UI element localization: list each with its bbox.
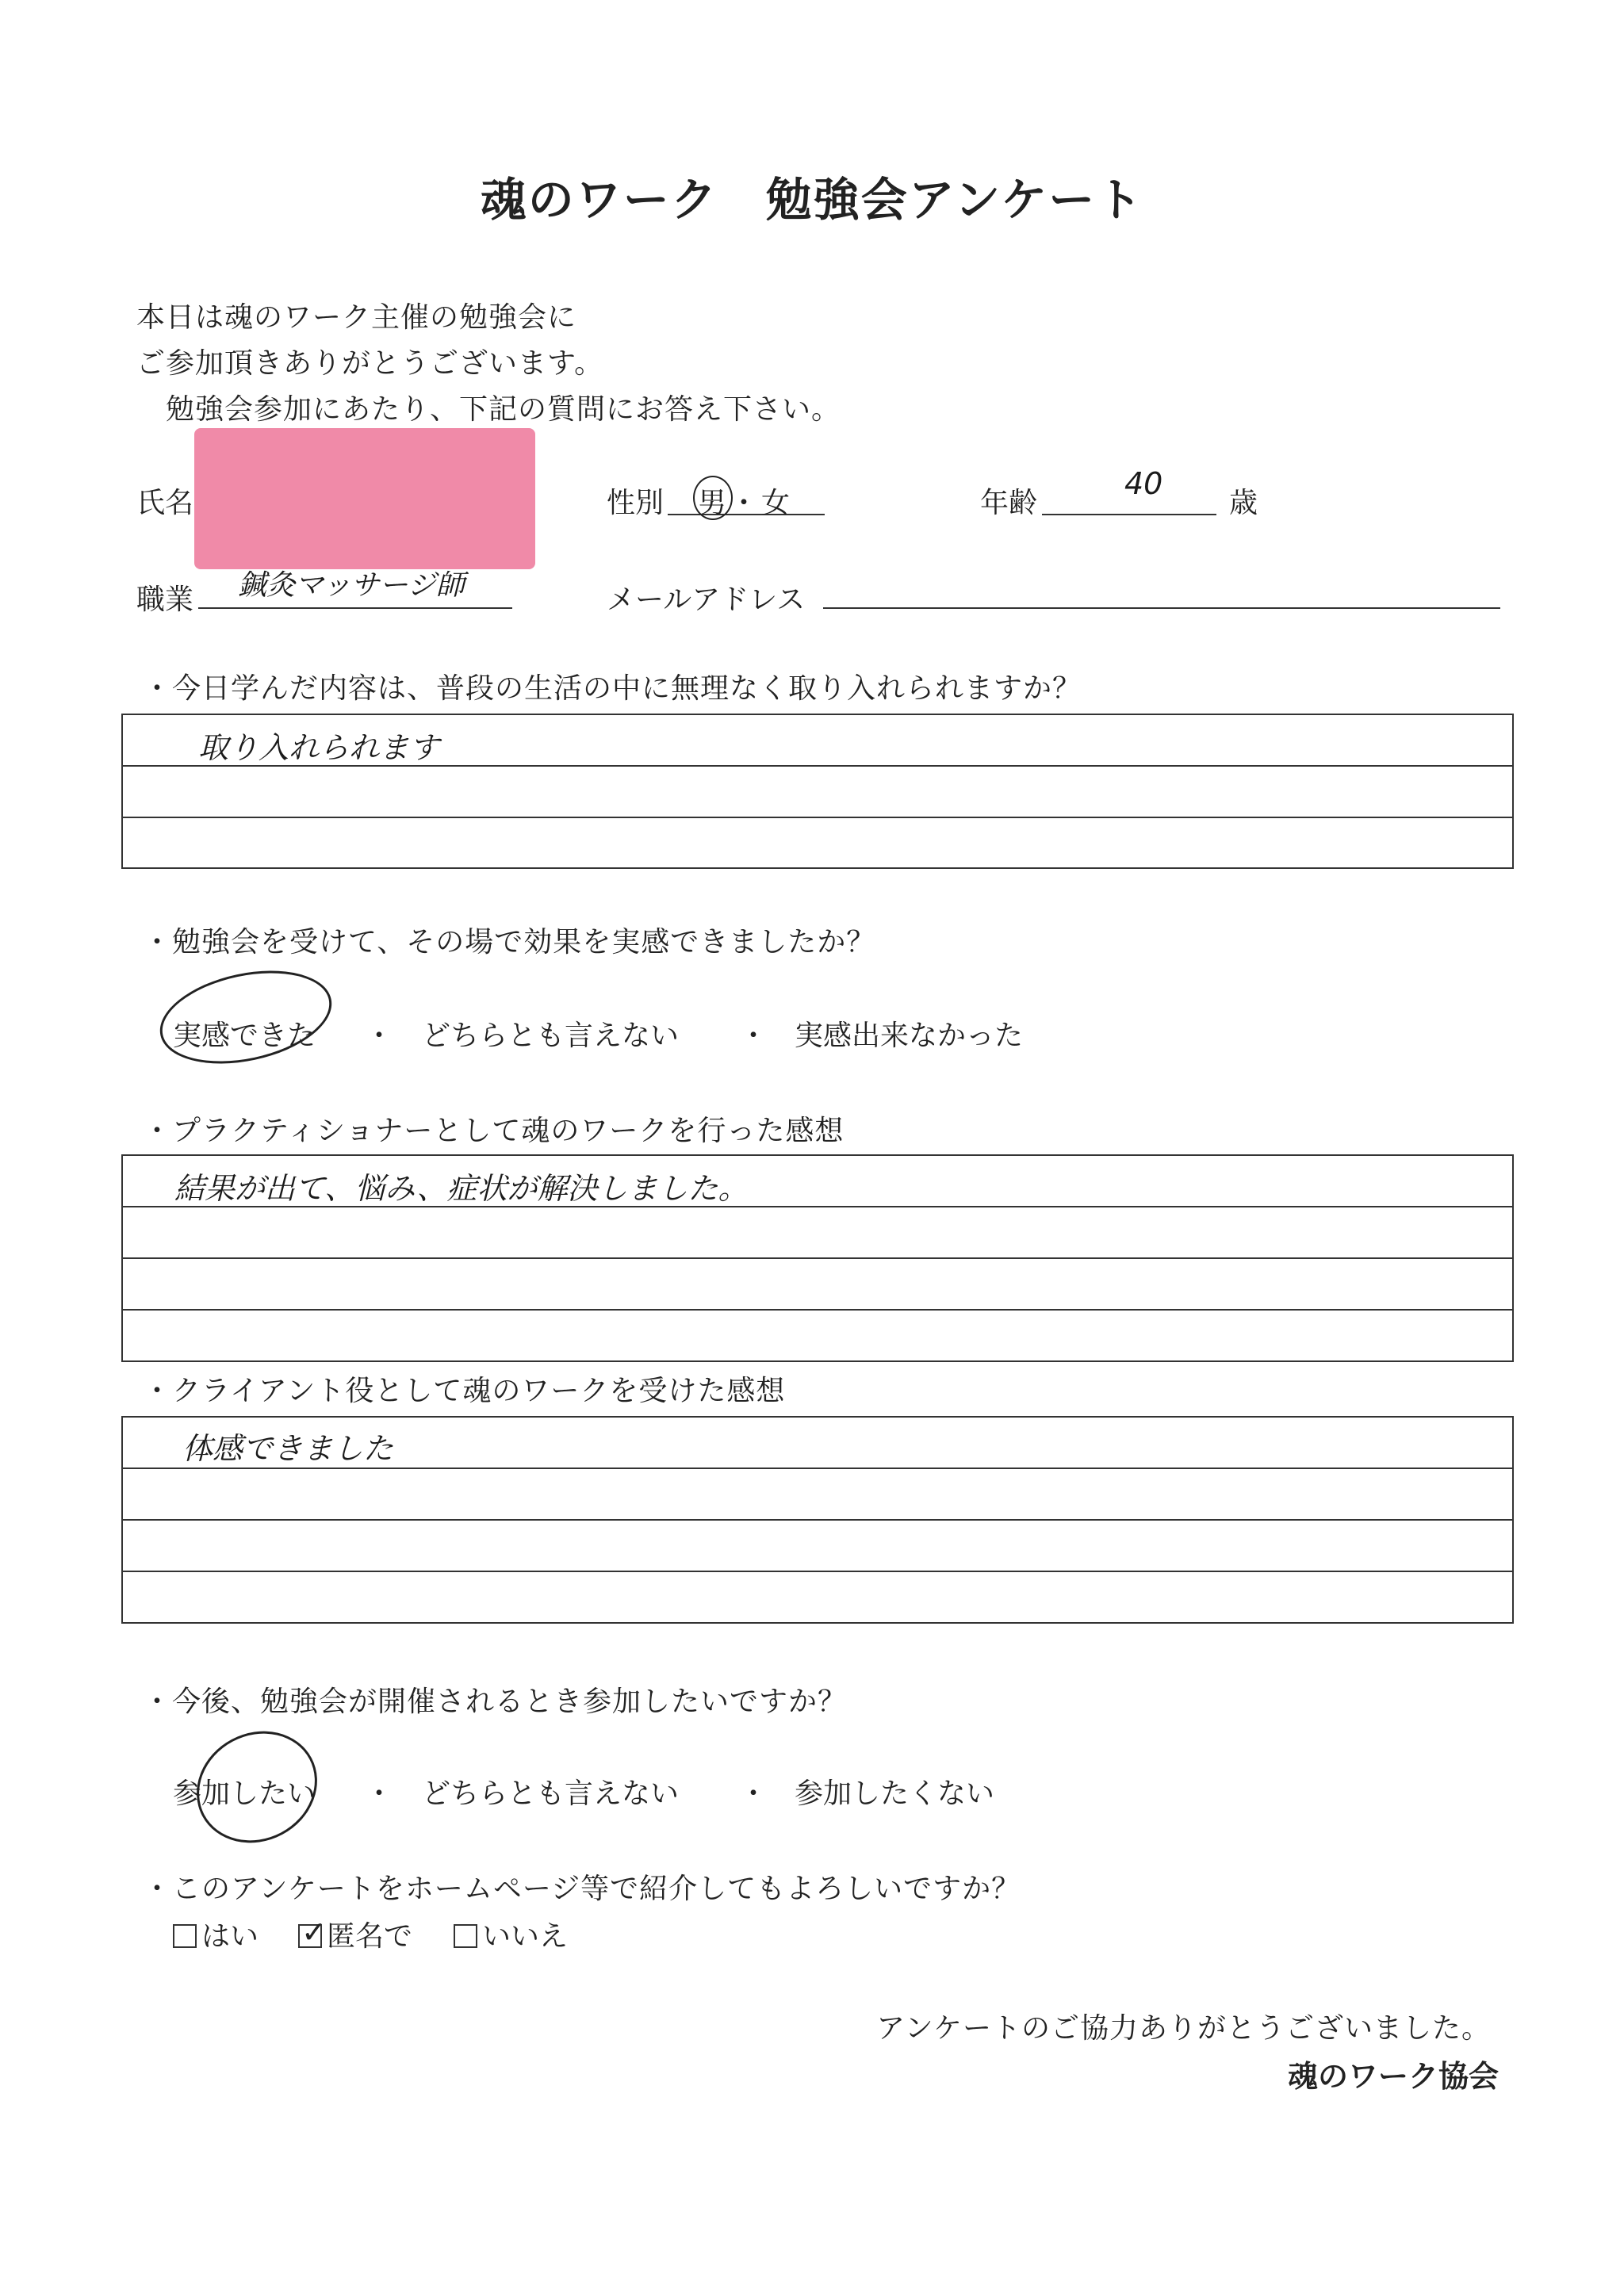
intro-line-1: 本日は魂のワーク主催の勉強会に	[136, 301, 577, 334]
q5-option-no[interactable]: 参加したくない	[795, 1777, 995, 1810]
gender-female-option[interactable]: 女	[761, 487, 791, 519]
gender-label: 性別	[607, 487, 665, 519]
age-unit: 歳	[1229, 487, 1258, 519]
q6-option-no[interactable]	[454, 1914, 568, 1954]
gender-male-circle	[693, 476, 733, 520]
gender-male-option[interactable]: 男	[698, 487, 727, 519]
q5-option-neutral[interactable]: どちらとも言えない	[422, 1777, 680, 1810]
q2-separator: ・	[739, 1020, 768, 1052]
answer-line	[123, 715, 1512, 767]
answer-box-4[interactable]	[121, 1416, 1514, 1624]
gender-separator: ・	[730, 487, 759, 519]
question-5: ・今後、勉強会が開催されるとき参加したいですか？	[143, 1686, 848, 1718]
answer-3-text: 結果が出て、悩み、症状が解決しました。	[174, 1171, 749, 1206]
q6-yes-label: はい	[201, 1920, 259, 1953]
answer-line	[123, 1259, 1512, 1311]
checkbox-yes[interactable]	[173, 1924, 197, 1948]
age-value[interactable]: 40	[1124, 466, 1163, 501]
q5-option-yes[interactable]: 参加したい	[173, 1777, 316, 1810]
question-6: ・このアンケートをホームページ等で紹介してもよろしいですか？	[143, 1873, 1021, 1905]
intro-line-2: ご参加頂きありがとうございます。	[136, 347, 604, 380]
redaction-mark	[194, 428, 535, 569]
q2-selected-circle	[151, 956, 340, 1077]
email-underline[interactable]	[823, 607, 1500, 609]
job-underline	[198, 607, 512, 609]
name-label: 氏名	[136, 487, 194, 519]
age-label: 年齢	[980, 487, 1038, 519]
q5-selected-circle	[177, 1710, 337, 1863]
answer-line	[123, 1521, 1512, 1572]
answer-1-text: 取り入れられます	[198, 730, 440, 765]
age-underline	[1042, 514, 1216, 515]
q2-separator: ・	[365, 1020, 394, 1052]
answer-4-text: 体感できました	[182, 1431, 394, 1466]
answer-box-3[interactable]	[121, 1154, 1514, 1362]
answer-line	[123, 1572, 1512, 1624]
answer-line	[123, 1418, 1512, 1469]
answer-line	[123, 1156, 1512, 1207]
q6-option-anonymous[interactable]	[298, 1914, 412, 1954]
question-3: ・プラクティショナーとして魂のワークを行った感想	[143, 1115, 845, 1147]
q6-no-label: いいえ	[482, 1920, 569, 1953]
q2-option-not-felt[interactable]: 実感出来なかった	[795, 1020, 1024, 1052]
email-label: メールアドレス	[607, 584, 806, 616]
answer-line	[123, 767, 1512, 818]
answer-box-1[interactable]	[121, 714, 1514, 869]
footer-organization: 魂のワーク協会	[1287, 2058, 1499, 2094]
q6-anonymous-label: 匿名で	[327, 1920, 413, 1953]
footer-thanks: アンケートのご協力ありがとうございました。	[876, 2012, 1491, 2045]
question-4: ・クライアント役として魂のワークを受けた感想	[143, 1375, 786, 1407]
q5-separator: ・	[739, 1777, 768, 1810]
checkbox-anonymous[interactable]	[298, 1915, 327, 1950]
answer-line	[123, 1469, 1512, 1521]
answer-line	[123, 818, 1512, 870]
answer-line	[123, 1311, 1512, 1362]
job-label: 職業	[136, 584, 194, 616]
intro-line-3: 勉強会参加にあたり、下記の質問にお答え下さい。	[136, 393, 841, 426]
answer-line	[123, 1207, 1512, 1259]
question-2: ・勉強会を受けて、その場で効果を実感できましたか？	[143, 926, 876, 959]
question-1: ・今日学んだ内容は、普段の生活の中に無理なく取り入れられますか？	[143, 672, 1082, 705]
q5-separator: ・	[365, 1777, 394, 1810]
job-value[interactable]: 鍼灸マッサージ師	[238, 569, 465, 602]
q2-option-felt[interactable]: 実感できた	[173, 1020, 316, 1052]
checkbox-no[interactable]	[454, 1924, 477, 1948]
q2-option-neutral[interactable]: どちらとも言えない	[422, 1020, 680, 1052]
page-title: 魂のワーク 勉強会アンケート	[480, 173, 1144, 227]
q6-option-yes[interactable]	[173, 1914, 259, 1954]
checkmark-icon: ✓	[301, 1915, 327, 1950]
